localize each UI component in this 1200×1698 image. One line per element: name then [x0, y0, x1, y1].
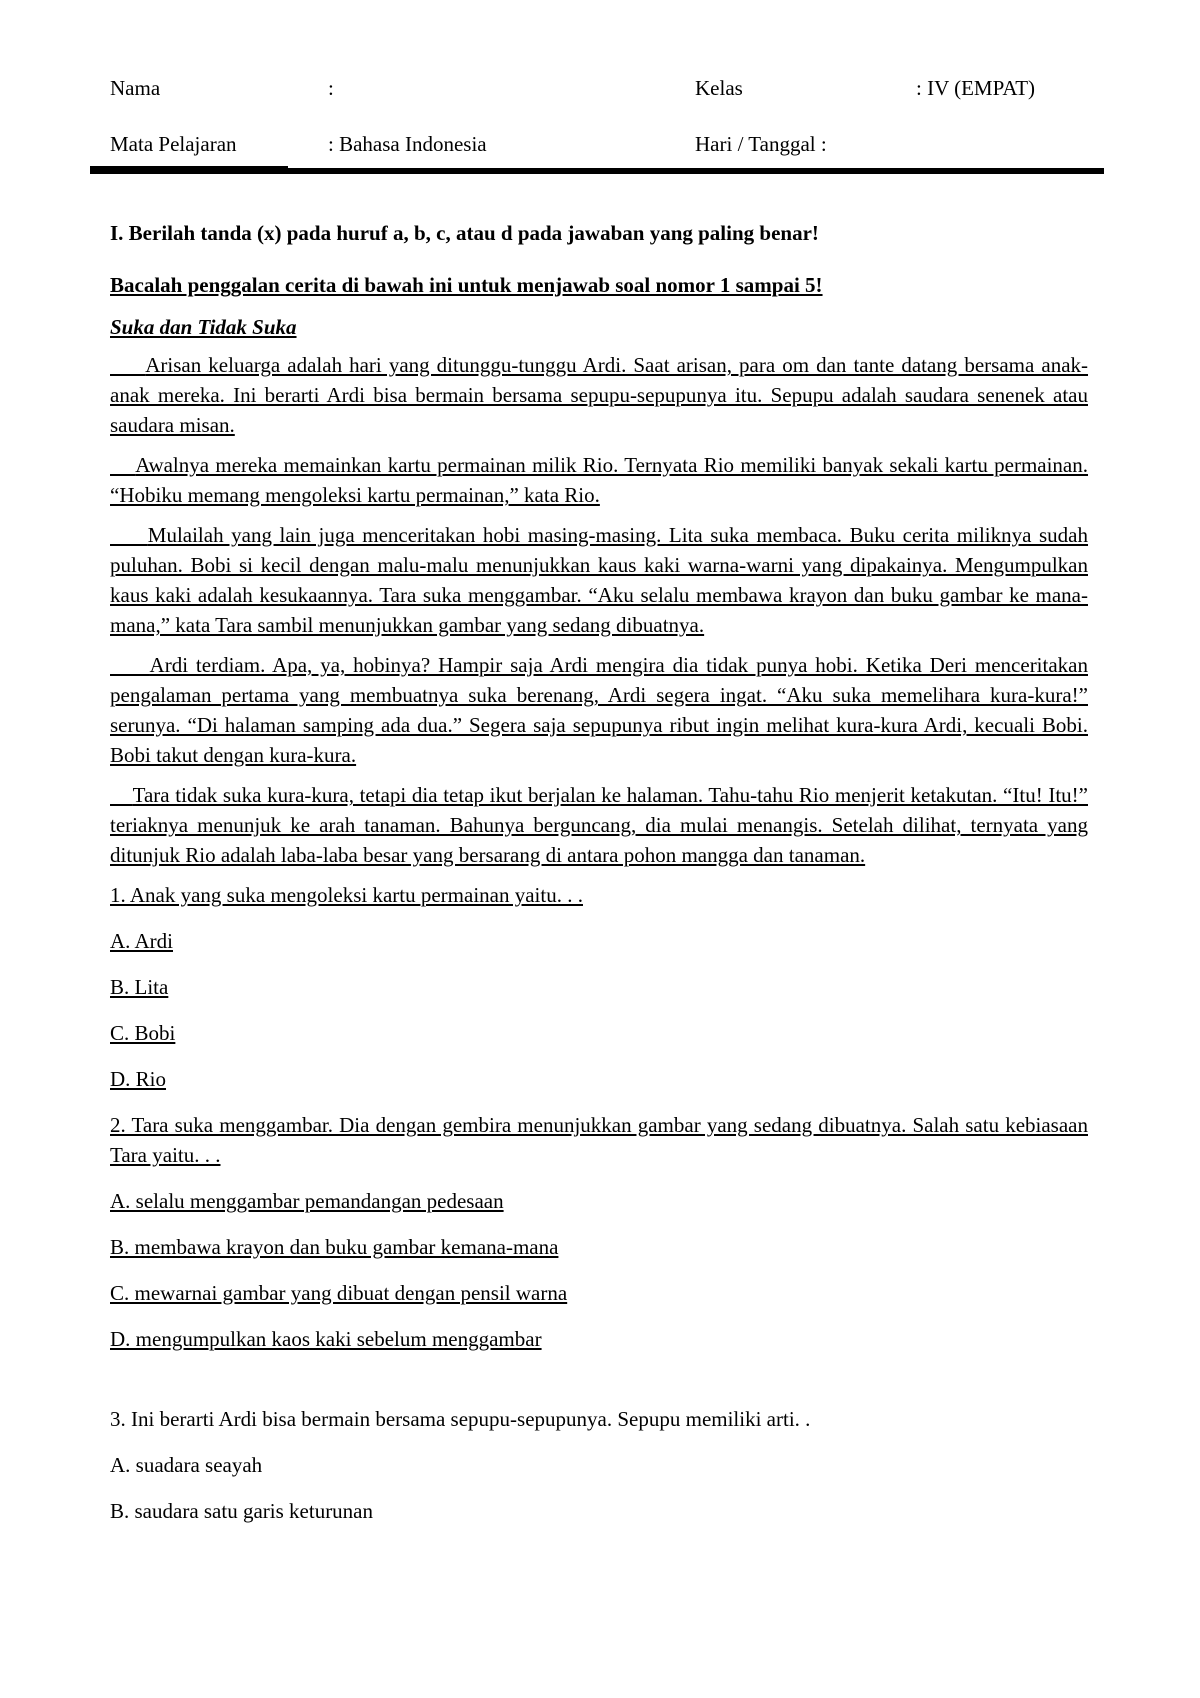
question-3-option-b[interactable]: B. saudara satu garis keturunan [110, 1499, 374, 1523]
worksheet-content [110, 218, 1088, 1542]
hari-tanggal-label: Hari / Tanggal : [695, 132, 827, 156]
mata-pelajaran-label: Mata Pelajaran [110, 132, 237, 156]
story-title: Suka dan Tidak Suka [110, 315, 297, 339]
nama-value: : [328, 76, 334, 100]
nama-label: Nama [110, 76, 161, 100]
question-1: 1. Anak yang suka mengoleksi kartu permainan yaitu. . . [110, 883, 583, 907]
question-2-option-c[interactable]: C. mewarnai gambar yang dibuat dengan pensil warna [110, 1281, 568, 1305]
story-paragraph-5: Tara tidak suka kura-kura, tetapi dia tetap ikut berjalan ke halaman. Tahu-tahu Rio menjerit ketakutan. “Itu! Itu!” teriaknya menunjuk ke arah tanaman. Bahunya berguncang, dia mulai menangis. Setelah dilihat, ternyata yang ditunjuk Rio adalah laba-laba besar yang bersarang di antara pohon mangga dan tanaman. [110, 783, 1088, 867]
question-2-option-d[interactable]: D. mengumpulkan kaos kaki sebelum menggambar [110, 1327, 542, 1351]
header-thick-divider [90, 168, 1104, 174]
question-1-option-a[interactable]: A. Ardi [110, 929, 173, 953]
reading-instruction: Bacalah penggalan cerita di bawah ini untuk menjawab soal nomor 1 sampai 5! [110, 273, 823, 297]
story-paragraph-3: Mulailah yang lain juga menceritakan hobi masing-masing. Lita suka membaca. Buku cerita miliknya sudah puluhan. Bobi si kecil dengan malu-malu menunjukkan kaus kaki warna-warni yang dipakainya. Mengumpulkan kaus kaki adalah kesukaannya. Tara suka menggambar. “Aku selalu membawa krayon dan buku gambar ke mana-mana,” kata Tara sambil menunjukkan gambar yang sedang dibuatnya. [110, 523, 1089, 637]
header-row-mapel [110, 132, 1110, 166]
kelas-value: : IV (EMPAT) [916, 76, 1036, 100]
question-3: 3. Ini berarti Ardi bisa bermain bersama sepupu-sepupunya. Sepupu memiliki arti. . [110, 1407, 811, 1431]
question-2-option-a[interactable]: A. selalu menggambar pemandangan pedesaan [110, 1189, 504, 1213]
header-row-nama [110, 76, 1110, 110]
story-paragraph-4: Ardi terdiam. Apa, ya, hobinya? Hampir saja Ardi mengira dia tidak punya hobi. Ketika Deri menceritakan pengalaman pertama yang membuatnya suka berenang, Ardi segera ingat. “Aku suka memelihara kura-kura!” serunya. “Di halaman samping ada dua.” Segera saja sepupunya ribut ingin melihat kura-kura Ardi, kecuali Bobi. Bobi takut dengan kura-kura. [110, 653, 1088, 767]
mata-pelajaran-value: : Bahasa Indonesia [328, 132, 487, 156]
question-1-option-c[interactable]: C. Bobi [110, 1021, 176, 1045]
question-spacer [110, 1370, 1088, 1404]
question-1-option-d[interactable]: D. Rio [110, 1067, 167, 1091]
question-3-option-a[interactable]: A. suadara seayah [110, 1453, 263, 1477]
story-paragraph-2: Awalnya mereka memainkan kartu permainan milik Rio. Ternyata Rio memiliki banyak sekali kartu permainan. “Hobiku memang mengoleksi kartu permainan,” kata Rio. [110, 453, 1089, 507]
story-paragraph-1: Arisan keluarga adalah hari yang ditunggu-tunggu Ardi. Saat arisan, para om dan tante datang bersama anak-anak mereka. Ini berarti Ardi bisa bermain bersama sepupu-sepupunya itu. Sepupu adalah saudara senenek atau saudara misan. [110, 353, 1089, 437]
question-2: 2. Tara suka menggambar. Dia dengan gembira menunjukkan gambar yang sedang dibuatnya. Salah satu kebiasaan Tara yaitu. . . [110, 1113, 1088, 1167]
question-2-option-b[interactable]: B. membawa krayon dan buku gambar kemana-mana [110, 1235, 559, 1259]
question-1-option-b[interactable]: B. Lita [110, 975, 169, 999]
section-instruction: I. Berilah tanda (x) pada huruf a, b, c, atau d pada jawaban yang paling benar! [110, 221, 819, 245]
kelas-label: Kelas [695, 76, 743, 100]
